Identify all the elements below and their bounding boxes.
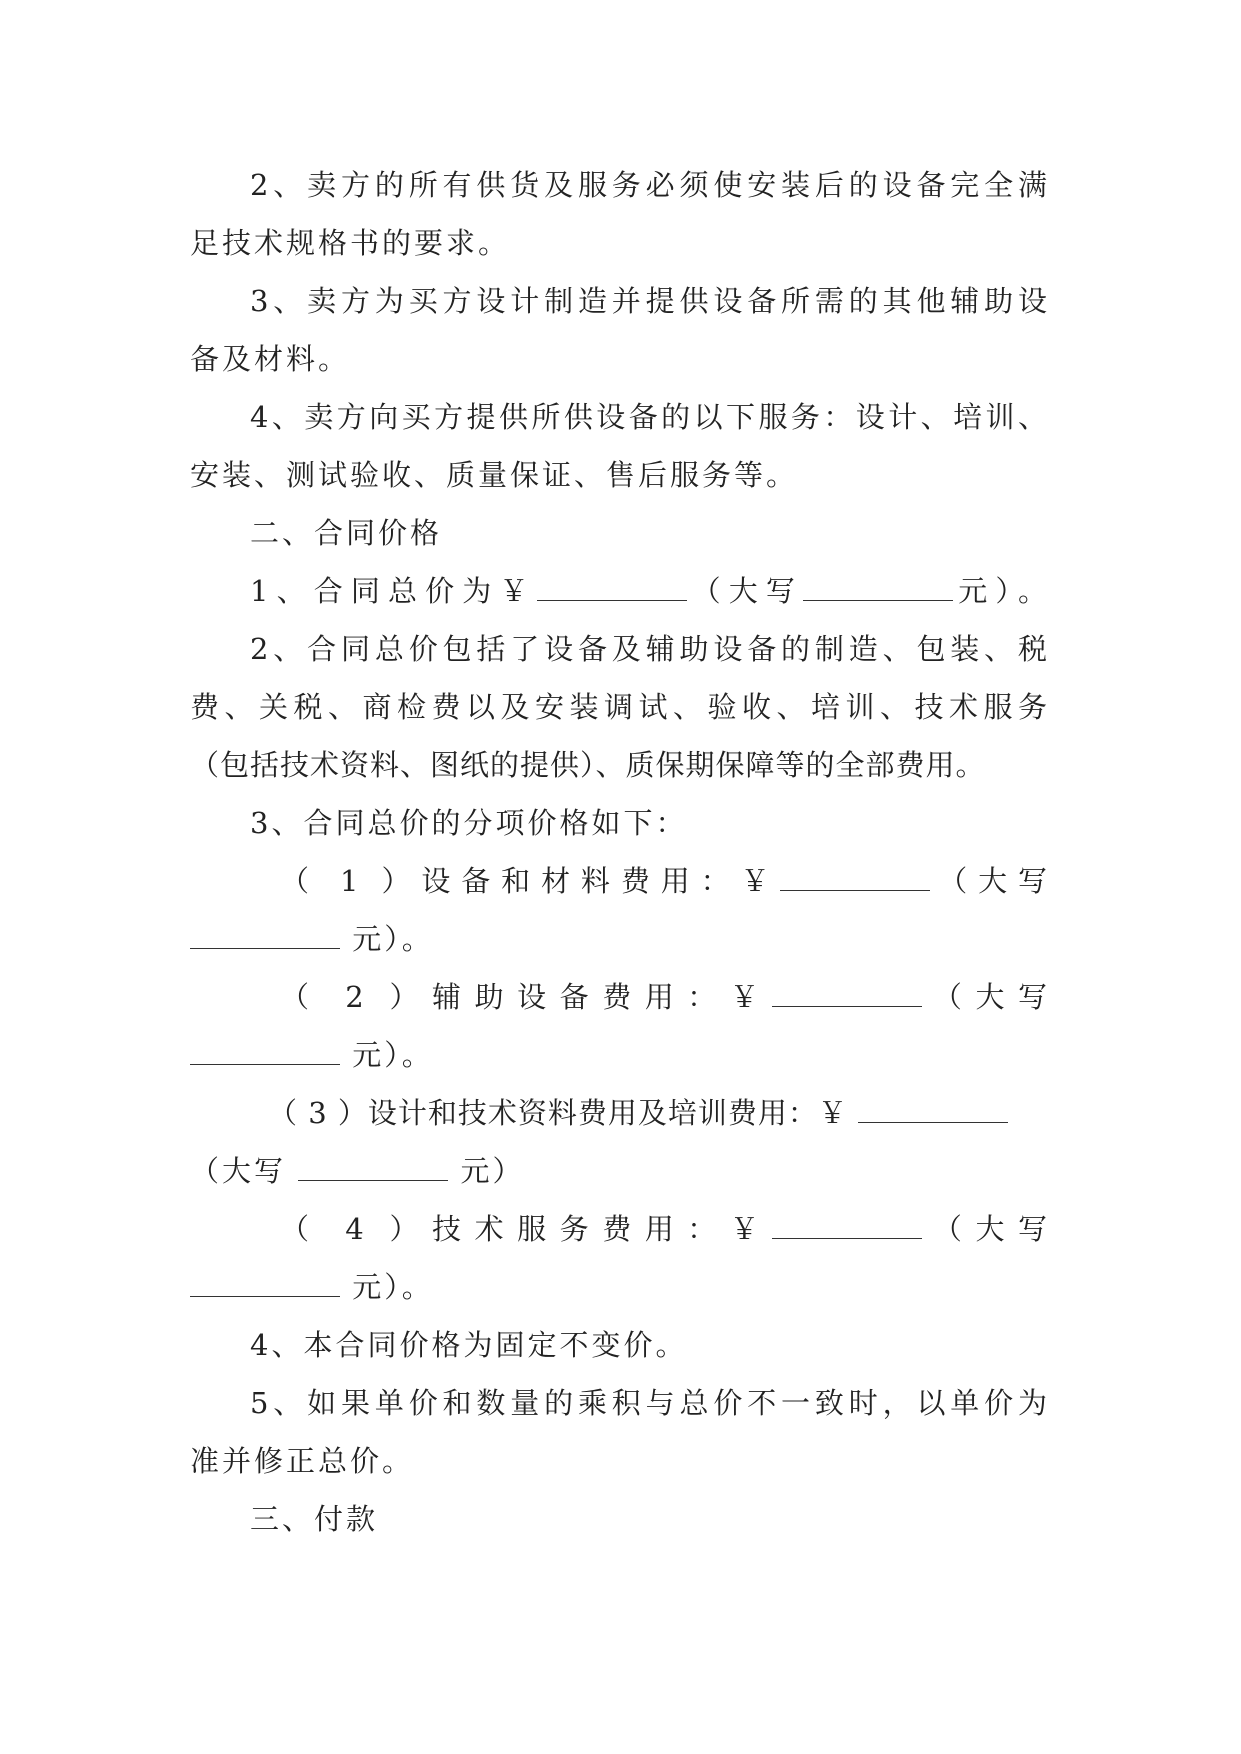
amount-blank <box>780 860 930 891</box>
text-segment: （大写 <box>190 1154 287 1188</box>
amount-words-blank <box>803 570 953 601</box>
amount-words-blank <box>298 1150 448 1181</box>
paragraph-line: 安装、测试验收、质量保证、售后服务等。 <box>190 458 799 492</box>
paragraph-line: 5、如果单价和数量的乘积与总价不一致时，以单价为 <box>250 1386 1050 1420</box>
amount-blank <box>537 570 687 601</box>
paragraph-line: （包括技术资料、图纸的提供）、质保期保障等的全部费用。 <box>190 748 986 782</box>
text-segment: （ 4 ）技术服务费用：￥ <box>280 1212 773 1246</box>
amount-words-blank <box>190 1266 340 1297</box>
amount-blank <box>858 1092 1008 1123</box>
item-3-continuation <box>190 1142 1050 1200</box>
paragraph-line: 费、关税、商检费以及安装调试、验收、培训、技术服务 <box>190 690 1050 724</box>
item-3-line <box>268 1084 1050 1142</box>
text-segment: （大写 <box>922 1212 1050 1246</box>
amount-words-blank <box>190 1034 340 1065</box>
text-segment: （大写 <box>922 980 1050 1014</box>
text-segment: （ 2 ）辅助设备费用：￥ <box>280 980 773 1014</box>
text-segment: 1、合同总价为￥ <box>250 574 537 608</box>
text-segment: （ 3 ）设计和技术资料费用及培训费用：￥ <box>268 1096 848 1130</box>
paragraph-line: 4、卖方向买方提供所供设备的以下服务：设计、培训、 <box>250 400 1050 434</box>
item-1-continuation <box>190 910 1050 968</box>
text-segment: 元）。 <box>352 922 434 956</box>
total-price-line <box>250 562 1050 620</box>
text-segment: 元） <box>460 1154 525 1188</box>
item-2-continuation <box>190 1026 1050 1084</box>
paragraph-line: 2、卖方的所有供货及服务必须使安装后的设备完全满 <box>250 168 1050 202</box>
paragraph-line: 4、本合同价格为固定不变价。 <box>250 1328 688 1362</box>
item-4-continuation <box>190 1258 1050 1316</box>
item-1-line <box>280 852 1050 910</box>
paragraph-line: 准并修正总价。 <box>190 1444 415 1478</box>
section-heading: 三、付款 <box>250 1502 379 1536</box>
section-heading: 二、合同价格 <box>250 516 443 550</box>
paragraph-line: 足技术规格书的要求。 <box>190 226 511 260</box>
text-segment: 元）。 <box>352 1270 434 1304</box>
text-segment: 元）。 <box>352 1038 434 1072</box>
amount-words-blank <box>190 918 340 949</box>
item-4-line <box>280 1200 1050 1258</box>
paragraph-line: 3、合同总价的分项价格如下： <box>250 806 688 840</box>
text-segment: 元）。 <box>953 574 1050 608</box>
text-segment: （ 1 ）设备和材料费用：￥ <box>280 864 781 898</box>
amount-blank <box>772 976 922 1007</box>
paragraph-line: 2、合同总价包括了设备及辅助设备的制造、包装、税 <box>250 632 1050 666</box>
text-segment: （大写 <box>686 574 804 608</box>
item-2-line <box>280 968 1050 1026</box>
amount-blank <box>772 1208 922 1239</box>
text-segment: （大写 <box>930 864 1050 898</box>
paragraph-line: 备及材料。 <box>190 342 351 376</box>
paragraph-line: 3、卖方为买方设计制造并提供设备所需的其他辅助设 <box>250 284 1050 318</box>
